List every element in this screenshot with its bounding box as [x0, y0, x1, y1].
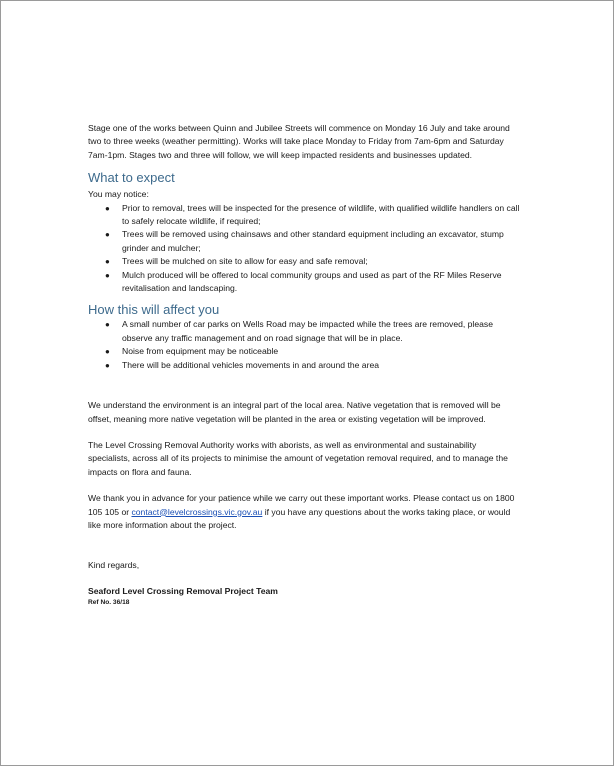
bullet-icon: ● [105, 230, 110, 240]
affect-list [88, 318, 520, 372]
list-item: ● Noise from equipment may be noticeable [122, 345, 520, 358]
heading-what-to-expect: What to expect [88, 170, 175, 186]
document-body [88, 122, 520, 607]
contact-email-link[interactable]: contact@levelcrossings.vic.gov.au [131, 506, 263, 517]
heading-how-this-will-affect-you: How this will affect you [88, 302, 220, 318]
expect-list [88, 202, 520, 296]
closing-text: Kind regards, [88, 560, 140, 571]
list-item: ● Mulch produced will be offered to local community groups and used as part of the RF Miles Reserve revitalisation and landscaping. [105, 269, 502, 294]
thanks-paragraph: We thank you in advance for your patience while we carry out these important works. Please contact us on 1800 105 105 or contact@levelcrossings.vic.gov.au if you have any questions about the works taking place, or would like more information about the project. [88, 493, 515, 530]
bullet-icon: ● [105, 257, 110, 267]
team-signature: Seaford Level Crossing Removal Project Team [88, 585, 278, 596]
environment-paragraph: We understand the environment is an integral part of the local area. Native vegetation that is removed will be offset, meaning more native vegetation will be planted in the area or existing vegetation will be improved. [88, 400, 501, 424]
bullet-icon: ● [105, 347, 110, 357]
notice-lead: You may notice: [88, 189, 149, 200]
bullet-icon: ● [105, 320, 110, 330]
bullet-icon: ● [105, 203, 110, 213]
list-item: ● Trees will be mulched on site to allow for easy and safe removal; [122, 255, 520, 268]
list-item: ● There will be additional vehicles movements in and around the area [122, 359, 520, 372]
reference-number: Ref No. 36/18 [88, 599, 130, 607]
bullet-icon: ● [105, 360, 110, 370]
authority-paragraph: The Level Crossing Removal Authority works with aborists, as well as environmental and sustainability specialists, across all of its projects to minimise the amount of vegetation removal required, and to manage the impacts on flora and fauna. [88, 439, 508, 477]
list-item: ● A small number of car parks on Wells Road may be impacted while the trees are removed, please observe any traffic management and on road signage that will be in place. [105, 319, 493, 343]
intro-paragraph: Stage one of the works between Quinn and Jubilee Streets will commence on Monday 16 July and take around two to three weeks (weather permitting). Works will take place Monday to Friday from 7am-6pm and Saturday 7am-1pm. Stages two and three will follow, we will keep impacted residents and businesses updated. [88, 123, 510, 160]
list-item: ● Trees will be removed using chainsaws and other standard equipment including an excavator, stump grinder and mulcher; [105, 229, 504, 253]
bullet-icon: ● [105, 270, 110, 280]
list-item: ● Prior to removal, trees will be inspected for the presence of wildlife, with qualified wildlife handlers on call to safely relocate wildlife, if required; [105, 202, 520, 227]
